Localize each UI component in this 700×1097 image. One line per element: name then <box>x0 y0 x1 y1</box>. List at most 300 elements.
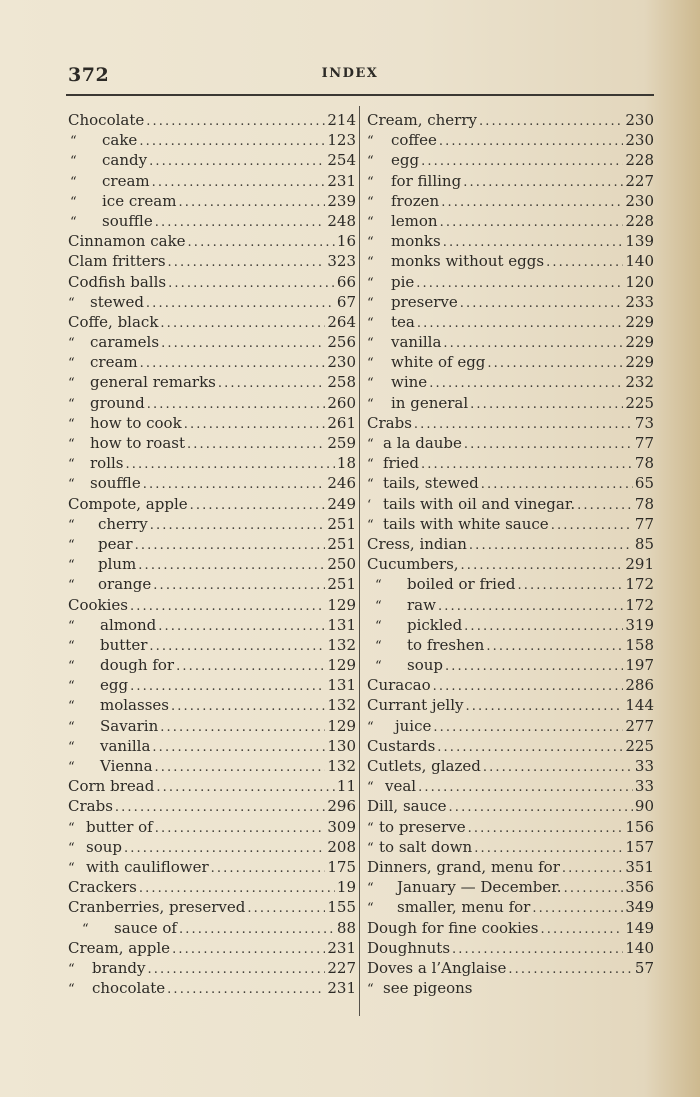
entry-label: Clam fritters <box>68 252 166 271</box>
dot-leader <box>470 395 623 413</box>
entry-label: Cress, indian <box>367 534 467 553</box>
entry-page: 18 <box>336 454 356 473</box>
entry-page: 67 <box>336 292 356 311</box>
entry-label: how to roast <box>90 434 185 452</box>
ditto-mark: “ <box>375 618 382 634</box>
index-entry <box>68 958 356 978</box>
index-entry <box>68 938 356 958</box>
dot-leader <box>532 899 623 917</box>
entry-page: 229 <box>625 353 654 372</box>
index-entry <box>367 352 654 372</box>
index-entry <box>68 433 356 453</box>
entry-page: 251 <box>327 534 356 553</box>
entry-page: 249 <box>327 494 356 513</box>
index-entry <box>68 635 356 655</box>
index-entry <box>367 958 654 978</box>
entry-page: 33 <box>634 777 654 796</box>
entry-label: plum <box>98 555 137 574</box>
dot-leader <box>179 920 335 938</box>
entry-page: 296 <box>327 797 356 816</box>
entry-page: 73 <box>634 413 654 432</box>
index-entry <box>367 635 654 655</box>
ditto-mark: “ <box>367 517 374 533</box>
entry-page: 131 <box>327 615 356 634</box>
entry-label: Dough for fine cookies <box>367 918 539 937</box>
entry-label: to salt down <box>379 837 473 856</box>
entry-label: to preserve <box>379 817 466 836</box>
dot-leader <box>562 859 623 877</box>
dot-leader <box>172 940 325 958</box>
entry-label: ice cream <box>102 191 177 210</box>
page-number: 372 <box>68 64 110 86</box>
entry-label: Doves a l’Anglaise <box>367 958 507 977</box>
dot-leader <box>178 193 325 211</box>
index-entry <box>367 877 654 897</box>
dot-leader <box>139 879 335 897</box>
index-entry <box>367 433 654 453</box>
ditto-mark: “ <box>367 437 374 452</box>
dot-leader <box>452 940 623 958</box>
index-entry <box>367 695 654 715</box>
dot-leader <box>433 677 624 695</box>
ditto-mark: “ <box>68 760 75 775</box>
dot-leader <box>469 536 633 554</box>
entry-label: Codfish balls <box>68 272 167 291</box>
ditto-mark: “ <box>70 174 77 190</box>
dot-leader <box>190 496 326 514</box>
entry-label: Crackers <box>68 878 137 897</box>
entry-label: Dill, sauce <box>367 797 447 816</box>
entry-page: 208 <box>327 837 356 856</box>
dot-leader <box>161 334 325 352</box>
entry-label: Cucumbers, <box>367 555 459 574</box>
index-entry <box>68 817 356 837</box>
dot-leader <box>465 697 623 715</box>
index-entry <box>68 292 356 312</box>
entry-page: 291 <box>625 555 654 574</box>
dot-leader <box>168 253 326 271</box>
ditto-mark: “ <box>367 295 374 311</box>
ditto-mark: “ <box>367 235 374 251</box>
index-entry <box>68 332 356 352</box>
ditto-mark: “ <box>68 457 75 473</box>
dot-leader <box>416 274 623 292</box>
entry-label: tails with white sauce <box>383 514 549 533</box>
entry-page: 232 <box>625 373 654 392</box>
index-entry <box>367 110 654 130</box>
ditto-mark: “ <box>68 982 75 998</box>
dot-leader <box>153 576 325 594</box>
entry-label: brandy <box>92 958 146 977</box>
entry-page: 88 <box>336 918 356 937</box>
entry-label: Currant jelly <box>367 696 464 715</box>
entry-label: butter <box>100 635 148 654</box>
entry-label: Vienna <box>100 757 153 775</box>
entry-label: frozen <box>391 191 440 210</box>
index-entry <box>367 978 654 998</box>
index-entry <box>68 736 356 756</box>
index-entry <box>367 393 654 413</box>
entry-page: 66 <box>336 272 356 291</box>
entry-label: chocolate <box>92 979 166 998</box>
ditto-mark: “ <box>367 356 374 372</box>
entry-page: 309 <box>327 817 356 836</box>
dot-leader <box>247 899 325 917</box>
ditto-mark: “ <box>68 376 75 392</box>
ditto-mark: “ <box>367 315 374 331</box>
ditto-mark: “ <box>68 295 75 311</box>
index-entry <box>367 251 654 271</box>
entry-page: 239 <box>327 191 356 210</box>
ditto-mark: “ <box>68 477 75 493</box>
entry-label: vanilla <box>391 333 442 352</box>
index-entry <box>68 231 356 251</box>
index-entry <box>367 776 654 796</box>
ditto-mark: “ <box>367 275 374 291</box>
entry-label: Cutlets, glazed <box>367 757 481 775</box>
dot-leader <box>486 637 623 655</box>
index-entry <box>367 595 654 615</box>
dot-leader <box>445 657 623 675</box>
dot-leader <box>146 294 335 312</box>
entry-page: 260 <box>327 393 356 412</box>
entry-page: 78 <box>634 494 654 513</box>
ditto-mark: “ <box>68 537 75 553</box>
entry-label: soup <box>407 656 443 675</box>
dot-leader <box>147 395 326 413</box>
dot-leader <box>115 798 325 816</box>
index-entry <box>367 372 654 392</box>
index-entry <box>68 372 356 392</box>
entry-label: Dinners, grand, menu for <box>367 857 560 876</box>
entry-page: 172 <box>625 575 654 594</box>
entry-label: Corn bread <box>68 777 155 796</box>
dot-leader <box>188 233 335 251</box>
entry-label: see pigeons <box>383 979 473 998</box>
ditto-mark: “ <box>367 174 374 190</box>
entry-label: egg <box>100 676 129 695</box>
entry-label: butter of <box>86 817 153 836</box>
ditto-mark: “ <box>68 578 75 594</box>
entry-label: soup <box>86 837 122 856</box>
entry-page: 129 <box>327 595 356 614</box>
entry-page: 231 <box>327 171 356 190</box>
index-entry <box>68 110 356 130</box>
dot-leader <box>187 435 325 453</box>
dot-leader <box>130 677 325 695</box>
index-entry <box>68 595 356 615</box>
ditto-mark: “ <box>68 820 75 836</box>
index-column-left <box>68 110 356 998</box>
index-entry <box>68 272 356 292</box>
entry-label: almond <box>100 615 157 634</box>
index-entry <box>367 130 654 150</box>
ditto-mark: “ <box>68 840 75 856</box>
ditto-mark: “ <box>68 437 75 452</box>
dot-leader <box>577 496 633 514</box>
dot-leader <box>564 879 624 897</box>
entry-label: pickled <box>407 615 463 634</box>
entry-page: 264 <box>327 312 356 331</box>
ditto-mark: “ <box>70 194 77 210</box>
ditto-mark: “ <box>68 517 75 533</box>
dot-leader <box>483 758 633 776</box>
entry-page: 351 <box>625 857 654 876</box>
entry-page: 77 <box>634 434 654 452</box>
entry-label: preserve <box>391 292 458 311</box>
entry-label: molasses <box>100 696 169 715</box>
entry-label: veal <box>385 777 417 796</box>
entry-label: souffle <box>90 474 141 493</box>
dot-leader <box>508 960 633 978</box>
dot-leader <box>152 738 325 756</box>
dot-leader <box>463 173 623 191</box>
index-entry <box>367 675 654 695</box>
index-entry <box>68 453 356 473</box>
entry-label: in general <box>391 393 469 412</box>
entry-label: stewed <box>90 292 144 311</box>
entry-label: Cranberries, preserved <box>68 898 246 917</box>
dot-leader <box>421 152 623 170</box>
entry-page: 286 <box>625 676 654 695</box>
index-entry <box>68 130 356 150</box>
entry-page: 258 <box>327 373 356 392</box>
entry-page: 129 <box>327 716 356 735</box>
index-entry <box>68 615 356 635</box>
entry-page: 248 <box>327 211 356 230</box>
index-entry <box>367 817 654 837</box>
dot-leader <box>441 193 623 211</box>
page-title: INDEX <box>321 66 379 81</box>
ditto-mark: “ <box>367 477 374 493</box>
index-entry <box>68 776 356 796</box>
index-entry <box>367 171 654 191</box>
entry-label: tails with oil and vinegar. <box>383 494 576 513</box>
entry-page: 140 <box>625 938 654 957</box>
dot-leader <box>160 718 325 736</box>
index-entry <box>68 473 356 493</box>
entry-label: candy <box>102 151 148 170</box>
index-entry <box>68 494 356 514</box>
dot-leader <box>126 455 335 473</box>
index-entry <box>68 534 356 554</box>
dot-leader <box>449 798 633 816</box>
ditto-mark: “ <box>367 881 374 897</box>
index-entry <box>367 191 654 211</box>
entry-label: for filling <box>391 171 462 190</box>
dot-leader <box>461 556 624 574</box>
entry-label: raw <box>407 595 436 614</box>
index-entry <box>367 413 654 433</box>
dot-leader <box>155 758 326 776</box>
dot-leader <box>433 718 623 736</box>
entry-page: 155 <box>327 898 356 917</box>
entry-page: 230 <box>625 111 654 129</box>
ditto-mark: “ <box>367 820 374 836</box>
entry-label: Cream, cherry <box>367 111 477 129</box>
dot-leader <box>414 415 633 433</box>
index-entry <box>367 756 654 776</box>
index-entry <box>68 655 356 675</box>
dot-leader <box>541 920 624 938</box>
entry-label: vanilla <box>100 736 151 755</box>
ditto-mark: “ <box>68 336 75 352</box>
column-divider <box>359 106 360 1016</box>
dot-leader <box>464 617 623 635</box>
entry-page: 158 <box>625 635 654 654</box>
entry-label: how to cook <box>90 413 182 432</box>
ditto-mark: “ <box>68 739 75 755</box>
ditto-mark: “ <box>68 396 75 412</box>
index-entry <box>367 494 654 514</box>
entry-label: pie <box>391 272 415 291</box>
index-entry <box>68 413 356 433</box>
index-entry <box>68 796 356 816</box>
entry-label: with cauliflower <box>86 857 209 876</box>
entry-page: 229 <box>625 333 654 352</box>
dot-leader <box>124 839 325 857</box>
entry-label: Cookies <box>68 595 128 614</box>
dot-leader <box>429 374 623 392</box>
entry-page: 140 <box>625 252 654 271</box>
ditto-mark: “ <box>68 638 75 654</box>
dot-leader <box>479 112 623 130</box>
ditto-mark: “ <box>68 961 75 977</box>
entry-label: souffle <box>102 211 153 230</box>
entry-page: 233 <box>625 292 654 311</box>
entry-page: 214 <box>327 111 356 129</box>
entry-page: 19 <box>336 878 356 897</box>
dot-leader <box>439 132 624 150</box>
dot-leader <box>143 475 326 493</box>
dot-leader <box>171 697 325 715</box>
entry-page: 77 <box>634 514 654 533</box>
entry-label: coffee <box>391 131 437 150</box>
dot-leader <box>138 556 325 574</box>
ditto-mark: “ <box>68 659 75 675</box>
entry-page: 130 <box>327 736 356 755</box>
ditto-mark: “ <box>367 457 374 473</box>
dot-leader <box>156 778 335 796</box>
ditto-mark: “ <box>367 336 374 352</box>
entry-page: 349 <box>625 898 654 917</box>
index-entry <box>367 615 654 635</box>
ditto-mark: “ <box>367 396 374 412</box>
entry-label: cream <box>102 171 150 190</box>
index-entry <box>68 695 356 715</box>
entry-page: 90 <box>634 797 654 816</box>
entry-label: Cinnamon cake <box>68 232 186 251</box>
dot-leader <box>139 132 325 150</box>
dot-leader <box>443 233 624 251</box>
dot-leader <box>146 112 325 130</box>
index-entry <box>68 150 356 170</box>
dot-leader <box>158 617 325 635</box>
entry-label: January — December. <box>397 878 562 897</box>
ditto-mark: “ <box>68 679 75 695</box>
index-entry <box>68 514 356 534</box>
entry-page: 172 <box>625 595 654 614</box>
index-entry <box>367 857 654 877</box>
dot-leader <box>149 152 325 170</box>
entry-label: rolls <box>90 454 124 473</box>
ditto-mark: ‘ <box>367 497 372 513</box>
entry-page: 175 <box>327 857 356 876</box>
index-entry <box>367 655 654 675</box>
index-entry <box>68 312 356 332</box>
entry-page: 11 <box>336 777 356 796</box>
ditto-mark: “ <box>375 638 382 654</box>
dot-leader <box>140 354 326 372</box>
index-entry <box>68 393 356 413</box>
index-entry <box>68 857 356 877</box>
index-entry <box>367 736 654 756</box>
ditto-mark: “ <box>367 376 374 392</box>
entry-label: Doughnuts <box>367 938 451 957</box>
dot-leader <box>438 597 623 615</box>
entry-page: 231 <box>327 979 356 998</box>
index-entry <box>367 938 654 958</box>
entry-page: 156 <box>625 817 654 836</box>
dot-leader <box>149 637 325 655</box>
entry-label: Chocolate <box>68 111 145 129</box>
entry-page: 256 <box>327 333 356 352</box>
dot-leader <box>551 516 633 534</box>
dot-leader <box>546 253 623 271</box>
ditto-mark: “ <box>68 618 75 634</box>
entry-label: sauce of <box>114 918 177 937</box>
index-entry <box>68 978 356 998</box>
index-entry <box>367 796 654 816</box>
entry-label: lemon <box>391 211 438 230</box>
ditto-mark: “ <box>367 194 374 210</box>
dot-leader <box>443 334 623 352</box>
entry-page: 231 <box>327 938 356 957</box>
index-entry <box>367 918 654 938</box>
entry-page: 323 <box>327 252 356 271</box>
entry-page: 250 <box>327 555 356 574</box>
dot-leader <box>147 960 325 978</box>
ditto-mark: “ <box>367 134 374 150</box>
index-entry <box>367 574 654 594</box>
ditto-mark: “ <box>68 558 75 574</box>
entry-label: smaller, menu for <box>397 898 531 917</box>
entry-label: Custards <box>367 736 436 755</box>
index-entry <box>68 897 356 917</box>
dot-leader <box>135 536 326 554</box>
entry-page: 277 <box>625 716 654 735</box>
entry-label: Crabs <box>367 413 412 432</box>
dot-leader <box>474 839 623 857</box>
index-entry <box>68 574 356 594</box>
entry-label: general remarks <box>90 373 216 392</box>
entry-label: wine <box>391 373 428 392</box>
ditto-mark: “ <box>375 659 382 675</box>
ditto-mark: “ <box>82 921 89 937</box>
dot-leader <box>152 173 326 191</box>
entry-page: 254 <box>327 151 356 170</box>
entry-page: 78 <box>634 454 654 473</box>
entry-label: ground <box>90 393 145 412</box>
index-entry <box>367 453 654 473</box>
ditto-mark: “ <box>367 154 374 170</box>
entry-label: tea <box>391 312 415 331</box>
index-entry <box>68 675 356 695</box>
entry-page: 131 <box>327 676 356 695</box>
dot-leader <box>218 374 325 392</box>
dot-leader <box>211 859 326 877</box>
entry-page: 129 <box>327 656 356 675</box>
